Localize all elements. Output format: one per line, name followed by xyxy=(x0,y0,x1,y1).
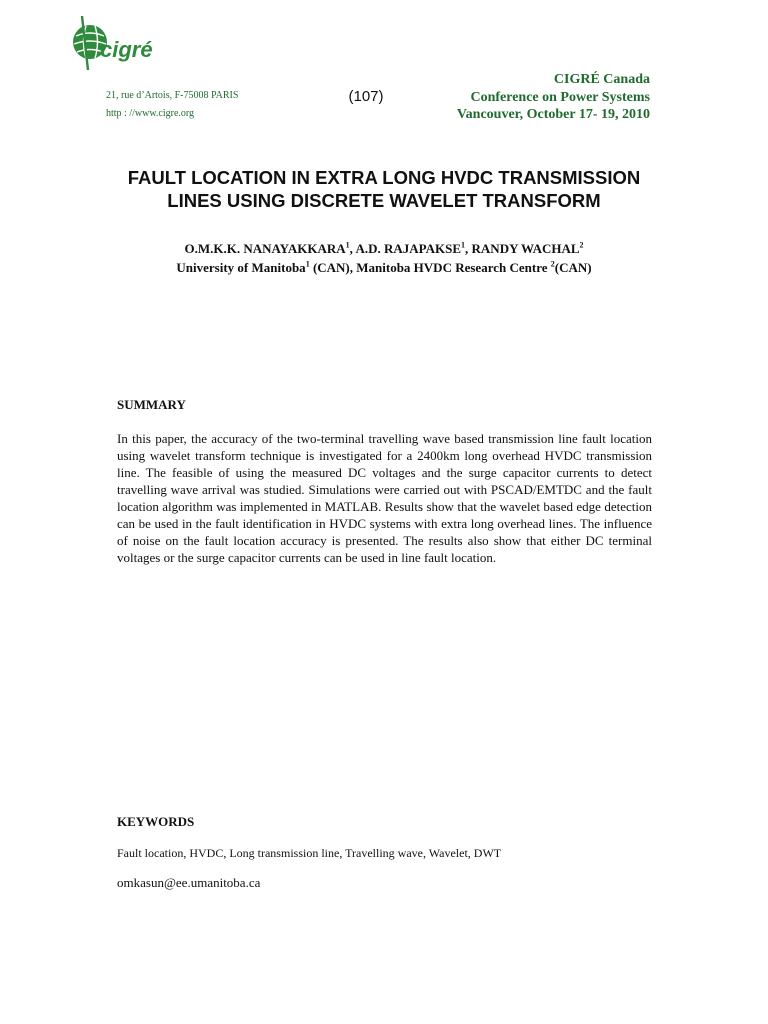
author-affiliation-mark: 1 xyxy=(461,240,466,250)
paper-title xyxy=(60,166,708,212)
author-name: O.M.K.K. NANAYAKKARA xyxy=(184,241,346,256)
affiliation-mark: 1 xyxy=(305,259,310,269)
cigre-logo xyxy=(68,12,158,74)
author-name: A.D. RAJAPAKSE xyxy=(355,241,462,256)
address-street: 21, rue d’Artois, F-75008 PARIS xyxy=(106,90,239,101)
affiliations-line xyxy=(60,260,708,276)
conference-org: CIGRÉ Canada xyxy=(553,72,650,87)
keywords-heading: KEYWORDS xyxy=(117,814,195,829)
affiliation-mark: 2 xyxy=(550,259,555,269)
contact-email: omkasun@ee.umanitoba.ca xyxy=(117,875,261,890)
affiliation-university: University of Manitoba xyxy=(176,260,306,275)
affiliation-middle: (CAN), Manitoba HVDC Research Centre xyxy=(309,260,551,275)
keywords-list: Fault location, HVDC, Long transmission line, Travelling wave, Wavelet, DWT xyxy=(117,846,502,860)
author-affiliation-mark: 1 xyxy=(345,240,350,250)
paper-number: (107) xyxy=(348,88,384,105)
logo-wordmark: cigré xyxy=(100,37,153,62)
title-line-1: FAULT LOCATION IN EXTRA LONG HVDC TRANSMISSION xyxy=(127,167,641,188)
author-separator: , xyxy=(465,241,472,256)
authors-line xyxy=(60,241,708,257)
author-affiliation-mark: 2 xyxy=(579,240,584,250)
author-separator: , xyxy=(349,241,356,256)
summary-heading: SUMMARY xyxy=(117,397,186,412)
summary-paragraph: In this paper, the accuracy of the two-terminal travelling wave based transmission line fault location using wavelet transform technique is investigated for a 2400km long overhead HVDC transmission line. The feasible of using the measured DC voltages and the surge capacitor currents to detect travelling wave arrival was studied. Simulations were carried out with PSCAD/EMTDC and the fault location algorithm was implemented in MATLAB. Results show that the wavelet based edge detection can be used in the fault identification in HVDC systems with extra long overhead lines. The influence of noise on the fault location accuracy is presented. The results also show that either DC terminal voltages or the surge capacitor currents can be used in line fault location. xyxy=(117,431,652,565)
conference-name: Conference on Power Systems xyxy=(470,90,650,105)
address-web: http : //www.cigre.org xyxy=(106,108,195,119)
title-line-2: LINES USING DISCRETE WAVELET TRANSFORM xyxy=(167,190,601,211)
conference-place-date: Vancouver, October 17- 19, 2010 xyxy=(456,107,650,122)
author-name: RANDY WACHAL xyxy=(471,241,580,256)
affiliation-centre-country: (CAN) xyxy=(554,260,592,275)
